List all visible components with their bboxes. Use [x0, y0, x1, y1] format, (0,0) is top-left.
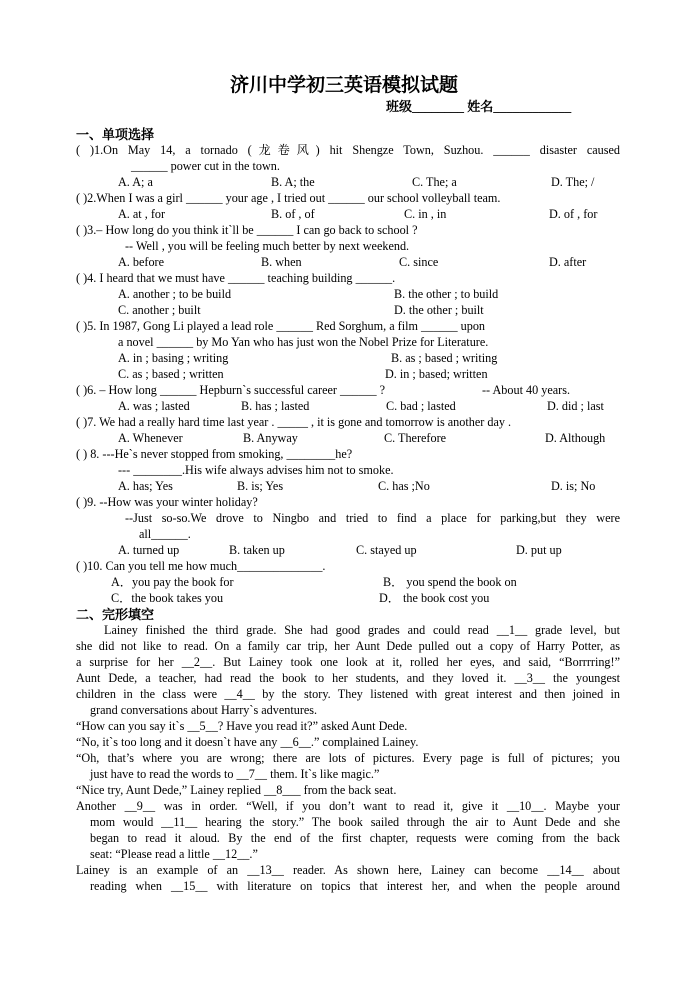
option-b: B. as ; based ; writing: [391, 351, 498, 365]
question-answer: -- About 40 years.: [482, 383, 571, 397]
question-stem: ( )1.On May 14, a tornado (龙卷风) hit Shengze Town, Suzhou. ______ disaster caused: [76, 143, 620, 157]
question-stem: -- Well , you will be feeling much better by next weekend.: [125, 239, 410, 253]
question-stem: ( )5. In 1987, Gong Li played a lead role ______ Red Sorghum, a film ______ upon: [76, 319, 486, 333]
option-b: B. Anyway: [243, 431, 298, 445]
option-d: D. of , for: [549, 207, 598, 221]
question-stem: ( )3.– How long do you think it`ll be ______ I can go back to school ?: [76, 223, 418, 237]
option-a: A. in ; basing ; writing: [118, 351, 229, 365]
option-d: D. the other ; built: [394, 303, 484, 317]
section-heading-choice: 一、单项选择: [76, 127, 155, 142]
option-d: D. is; No: [551, 479, 596, 493]
passage-line: “Nice try, Aunt Dede,” Lainey replied __8___ from the back seat.: [76, 783, 397, 797]
option-a: A. another ; to be build: [118, 287, 232, 301]
option-c: C. stayed up: [356, 543, 417, 557]
option-a: A. at , for: [118, 207, 166, 221]
option-a: A. Whenever: [118, 431, 183, 445]
passage-line: “How can you say it`s __5__? Have you read it?” asked Aunt Dede.: [76, 719, 408, 733]
option-d: D. after: [549, 255, 587, 269]
option-b: B. taken up: [229, 543, 285, 557]
question-stem: --Just so-so.We drove to Ningbo and tried to find a place for parking,but they were: [125, 511, 620, 525]
option-d: D. The; /: [551, 175, 595, 189]
option-a: A. before: [118, 255, 165, 269]
passage-line: a surprise for her __2__. But Lainey took one look at it, rolled her eyes, and said, “Borrrring!”: [76, 655, 620, 669]
option-c: C. another ; built: [118, 303, 201, 317]
option-d: D. in ; based; written: [385, 367, 488, 381]
question-stem: ( ) 8. ---He`s never stopped from smoking, ________he?: [76, 447, 353, 461]
passage-line: she did not like to read. On a family car trip, her Aunt Dede pulled out a copy of Harry Potter, as: [76, 639, 620, 653]
question-stem: ( )7. We had a really hard time last year . _____ , it is gone and tomorrow is another day .: [76, 415, 512, 429]
passage-line: “No, it`s too long and it doesn`t have any __6__.” complained Lainey.: [76, 735, 419, 749]
passage-line: seat: “Please read a little __12__.”: [90, 847, 258, 861]
question-stem: ( )4. I heard that we must have ______ teaching building ______.: [76, 271, 396, 285]
option-c: C. Therefore: [384, 431, 447, 445]
question-stem: --- ________.His wife always advises him not to smoke.: [118, 463, 394, 477]
passage-line: began to read it aloud. By the end of the first chapter, requests were coming from the back: [90, 831, 620, 845]
passage-line: Another __9__ was in order. “Well, if you don’t want to read it, give it __10__. Maybe your: [76, 799, 620, 813]
option-c: C．the book takes you: [111, 591, 224, 605]
question-stem: ( )2.When I was a girl ______ your age , I tried out ______ our school volleyball team.: [76, 191, 501, 205]
class-name-line: 班级________ 姓名____________: [386, 99, 572, 114]
option-a: A. was ; lasted: [118, 399, 190, 413]
passage-line: just have to read the words to __7__ them. It`s like magic.”: [90, 767, 380, 781]
option-a: A. turned up: [118, 543, 180, 557]
option-b: B. is; Yes: [237, 479, 284, 493]
passage-line: children in the class were __4__ by the story. They listened with great interest and then joined in: [76, 687, 620, 701]
question-stem: ( )10. Can you tell me how much______________.: [76, 559, 326, 573]
passage-line: Lainey finished the third grade. She had good grades and could read __1__ grade level, but: [104, 623, 620, 637]
passage-line: reading when __15__ with literature on topics that interest her, and when the people around: [90, 879, 620, 893]
passage-line: Lainey is an example of an __13__ reader. As shown here, Lainey can become __14__ about: [76, 863, 620, 877]
passage-line: “Oh, that’s where you are wrong; there are lots of pictures. Every page is full of pictures; you: [76, 751, 620, 765]
option-d: D． the book cost you: [379, 591, 490, 605]
passage-line: grand conversations about Harry`s adventures.: [90, 703, 318, 717]
option-b: B. the other ; to build: [394, 287, 499, 301]
question-stem: all______.: [139, 527, 191, 541]
option-a: A．you pay the book for: [111, 575, 234, 589]
option-b: B． you spend the book on: [383, 575, 517, 589]
option-d: D. did ; last: [547, 399, 604, 413]
option-c: C. has ;No: [378, 479, 430, 493]
option-a: A. A; a: [118, 175, 153, 189]
question-stem: ______ power cut in the town.: [131, 159, 280, 173]
option-b: B. when: [261, 255, 302, 269]
passage-line: mom would __11__ hearing the story.” The book sailed through the air to Aunt Dede and she: [90, 815, 620, 829]
option-b: B. A; the: [271, 175, 315, 189]
option-c: C. in , in: [404, 207, 447, 221]
question-stem: a novel ______ by Mo Yan who has just won the Nobel Prize for Literature.: [118, 335, 489, 349]
page-title: 济川中学初三英语模拟试题: [230, 75, 459, 96]
option-b: B. of , of: [271, 207, 315, 221]
option-c: C. as ; based ; written: [118, 367, 224, 381]
passage-line: Aunt Dede, a teacher, had read the book to her students, and they loved it. __3__ the youngest: [76, 671, 620, 685]
option-b: B. has ; lasted: [241, 399, 310, 413]
section-heading-cloze: 二、完形填空: [76, 607, 155, 622]
option-c: C. since: [399, 255, 439, 269]
option-d: D. Although: [545, 431, 606, 445]
question-stem: ( )9. --How was your winter holiday?: [76, 495, 258, 509]
question-stem: ( )6. – How long ______ Hepburn`s successful career ______ ?: [76, 383, 386, 397]
option-a: A. has; Yes: [118, 479, 173, 493]
option-c: C. The; a: [412, 175, 457, 189]
option-d: D. put up: [516, 543, 562, 557]
option-c: C. bad ; lasted: [386, 399, 456, 413]
